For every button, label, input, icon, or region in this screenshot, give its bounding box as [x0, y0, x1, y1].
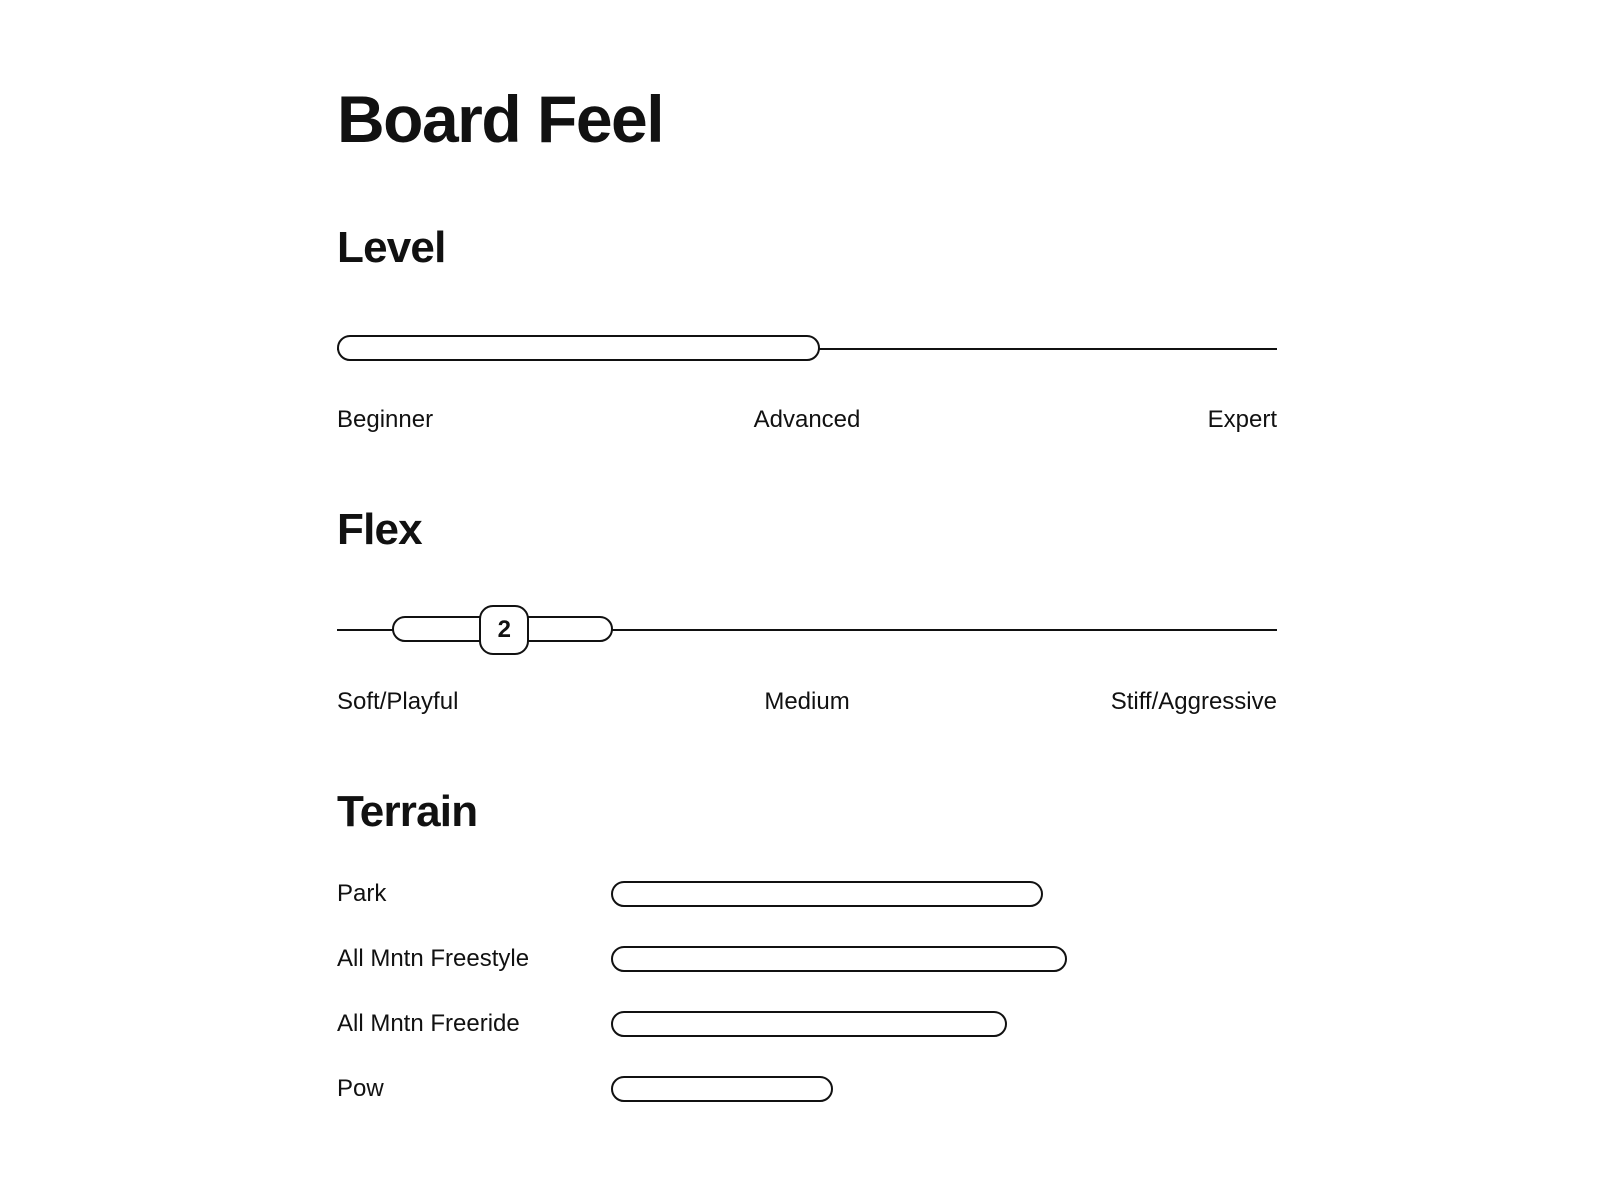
terrain-bar	[611, 881, 1043, 907]
terrain-label: Pow	[337, 1075, 384, 1102]
terrain-label: All Mntn Freestyle	[337, 945, 530, 972]
terrain-row-all-mntn-freeride	[337, 1010, 1277, 1040]
terrain-heading: Terrain	[337, 787, 478, 836]
terrain-row-all-mntn-freestyle	[337, 945, 1277, 975]
page-title: Board Feel	[337, 82, 664, 156]
terrain-bar	[611, 1076, 833, 1102]
terrain-row-park	[337, 880, 1277, 910]
flex-label-start: Soft/Playful	[337, 688, 459, 715]
flex-value: 2	[497, 616, 511, 643]
flex-slider-handle[interactable]	[479, 605, 529, 655]
terrain-bar	[611, 946, 1067, 972]
terrain-label: Park	[337, 880, 387, 907]
level-range-indicator	[337, 335, 820, 361]
flex-heading: Flex	[337, 505, 422, 554]
terrain-bar	[611, 1011, 1007, 1037]
level-label-middle: Advanced	[753, 406, 861, 433]
level-heading: Level	[337, 223, 446, 272]
terrain-row-pow	[337, 1075, 1277, 1105]
level-label-end: Expert	[1207, 406, 1277, 433]
flex-label-middle: Medium	[764, 688, 850, 715]
level-label-start: Beginner	[337, 406, 434, 433]
board-feel-panel	[337, 0, 1277, 1200]
flex-label-end: Stiff/Aggressive	[1110, 688, 1277, 715]
terrain-label: All Mntn Freeride	[337, 1010, 520, 1037]
